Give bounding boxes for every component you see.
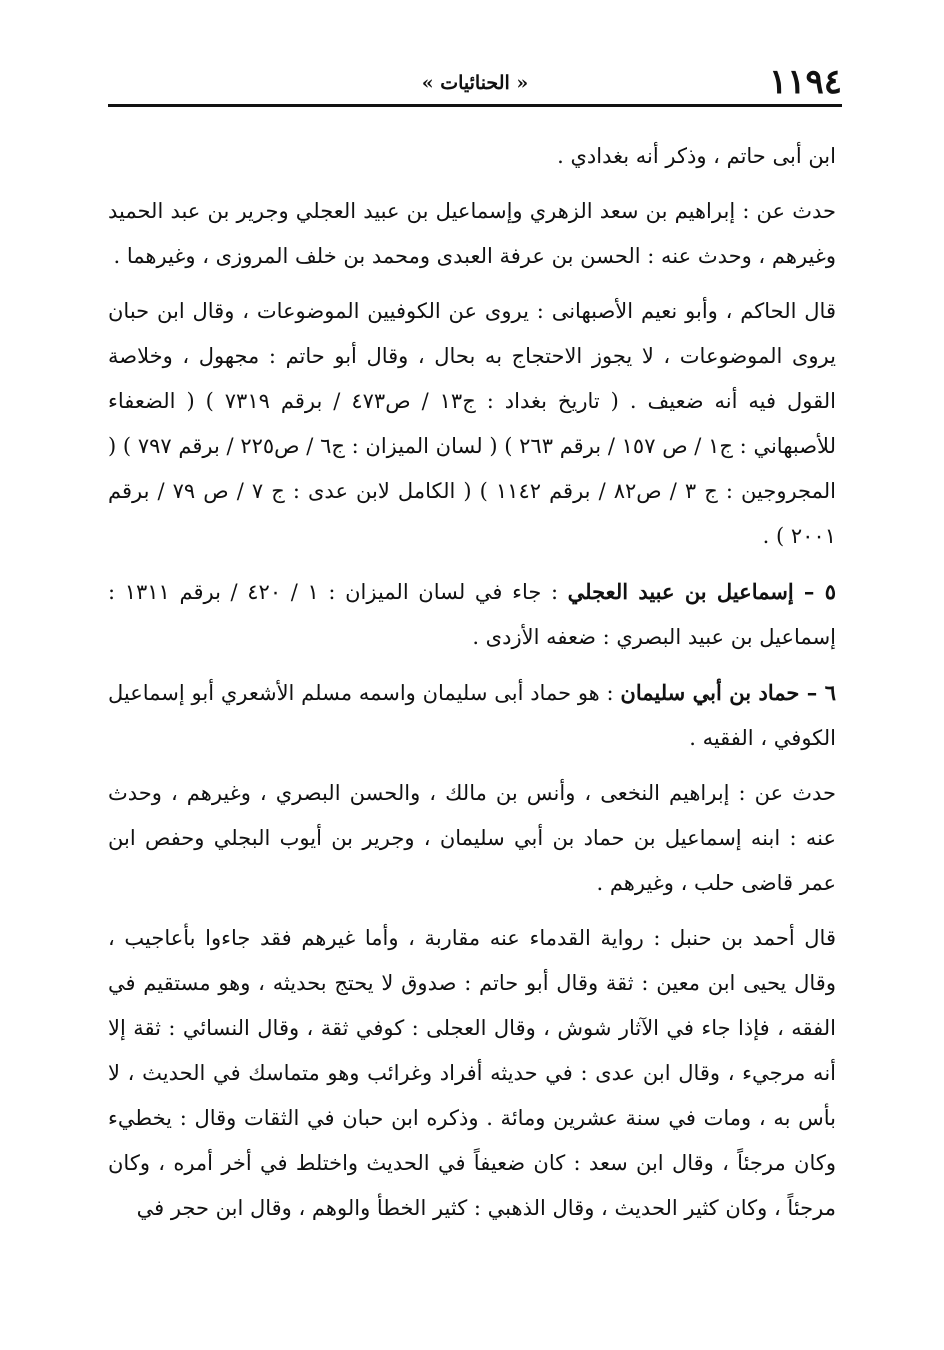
entry-text: : هو حماد أبى سليمان واسمه مسلم الأشعري أبو إسماعيل الكوفي ، الفقيه . bbox=[108, 681, 836, 750]
paragraph-continuation bbox=[108, 134, 836, 179]
entry-5 bbox=[108, 569, 836, 660]
page-header bbox=[108, 62, 842, 102]
entry-text: : جاء في لسان الميزان : ١ / ٤٢٠ / برقم ١٣١١ : إسماعيل بن عبيد البصري : ضعفه الأزدى . bbox=[108, 580, 836, 649]
body-text bbox=[108, 134, 836, 1231]
entry-6 bbox=[108, 670, 836, 761]
entry-heading: ٥ – إسماعيل بن عبيد العجلي bbox=[567, 579, 836, 604]
paragraph-text: قال أحمد بن حنبل : رواية القدماء عنه مقاربة ، وأما غيرهم فقد جاءوا بأعاجيب ، وقال يحيى ابن معين : ثقة وقال أبو حاتم : صدوق لا يحتج بحديثه ، وهو مستقيم في الفقه ، فإذا جاء في الآثار شوش ، وقال العجلى : كوفي ثقة ، وقال النسائي : ثقة إلا أنه مرجيء ، وقال ابن عدى : في حديثه أفراد وغرائب وهو متماسك في الحديث ، لا بأس به ، ومات في سنة عشرين ومائة . وذكره ابن حبان في الثقات وقال : يخطيء وكان مرجئاً ، وقال ابن سعد : كان ضعيفاً في الحديث واختلط في أخر أمره ، وكان مرجئاً ، وكان كثير الحديث ، وقال الذهبي : كثير الخطأ والوهم ، وقال ابن حجر في bbox=[108, 926, 836, 1220]
paragraph-critics bbox=[108, 289, 836, 559]
paragraph-text: حدث عن : إبراهيم بن سعد الزهري وإسماعيل بن عبيد العجلي وجرير بن عبد الحميد وغيرهم ، وحدث عنه : الحسن بن عرفة العبدى ومحمد بن خلف المروزى ، وغيرهما . bbox=[108, 199, 836, 268]
paragraph-narrators bbox=[108, 189, 836, 279]
running-title: « الحنائيات » bbox=[421, 72, 529, 94]
paragraph-critics-2 bbox=[108, 916, 836, 1231]
paragraph-text: حدث عن : إبراهيم النخعى ، وأنس بن مالك ، والحسن البصري ، وغيرهم ، وحدث عنه : ابنه إسماعيل بن حماد بن أبي سليمان ، وجرير بن أيوب البجلي وحفص ابن عمر قاضى حلب ، وغيرهم . bbox=[108, 781, 836, 895]
header-rule bbox=[108, 104, 842, 107]
paragraph-text: ابن أبى حاتم ، وذكر أنه بغدادي . bbox=[557, 144, 836, 168]
paragraph-text: قال الحاكم ، وأبو نعيم الأصبهانى : يروى عن الكوفيين الموضوعات ، وقال ابن حبان يروى الموضوعات ، لا يجوز الاحتجاج به بحال ، وقال أبو حاتم : مجهول ، وخلاصة القول فيه أنه ضعيف . ( تاريخ بغداد : ج١٣ / ص٤٧٣ / برقم ٧٣١٩ ) ( الضعفاء للأصبهاني : ج١ / ص ١٥٧ / برقم ٢٦٣ ) ( لسان الميزان : ج٦ / ص٢٢٥ / برقم ٧٩٧ ) ( المجروجين : ج ٣ / ص٨٢ / برقم ١١٤٢ ) ( الكامل لابن عدى : ج ٧ / ص ٧٩ / برقم ٢٠٠١ ) . bbox=[108, 299, 836, 548]
page-number: ١١٩٤ bbox=[768, 62, 842, 102]
paragraph-narrators-2 bbox=[108, 771, 836, 906]
entry-heading: ٦ – حماد بن أبي سليمان bbox=[620, 680, 836, 705]
